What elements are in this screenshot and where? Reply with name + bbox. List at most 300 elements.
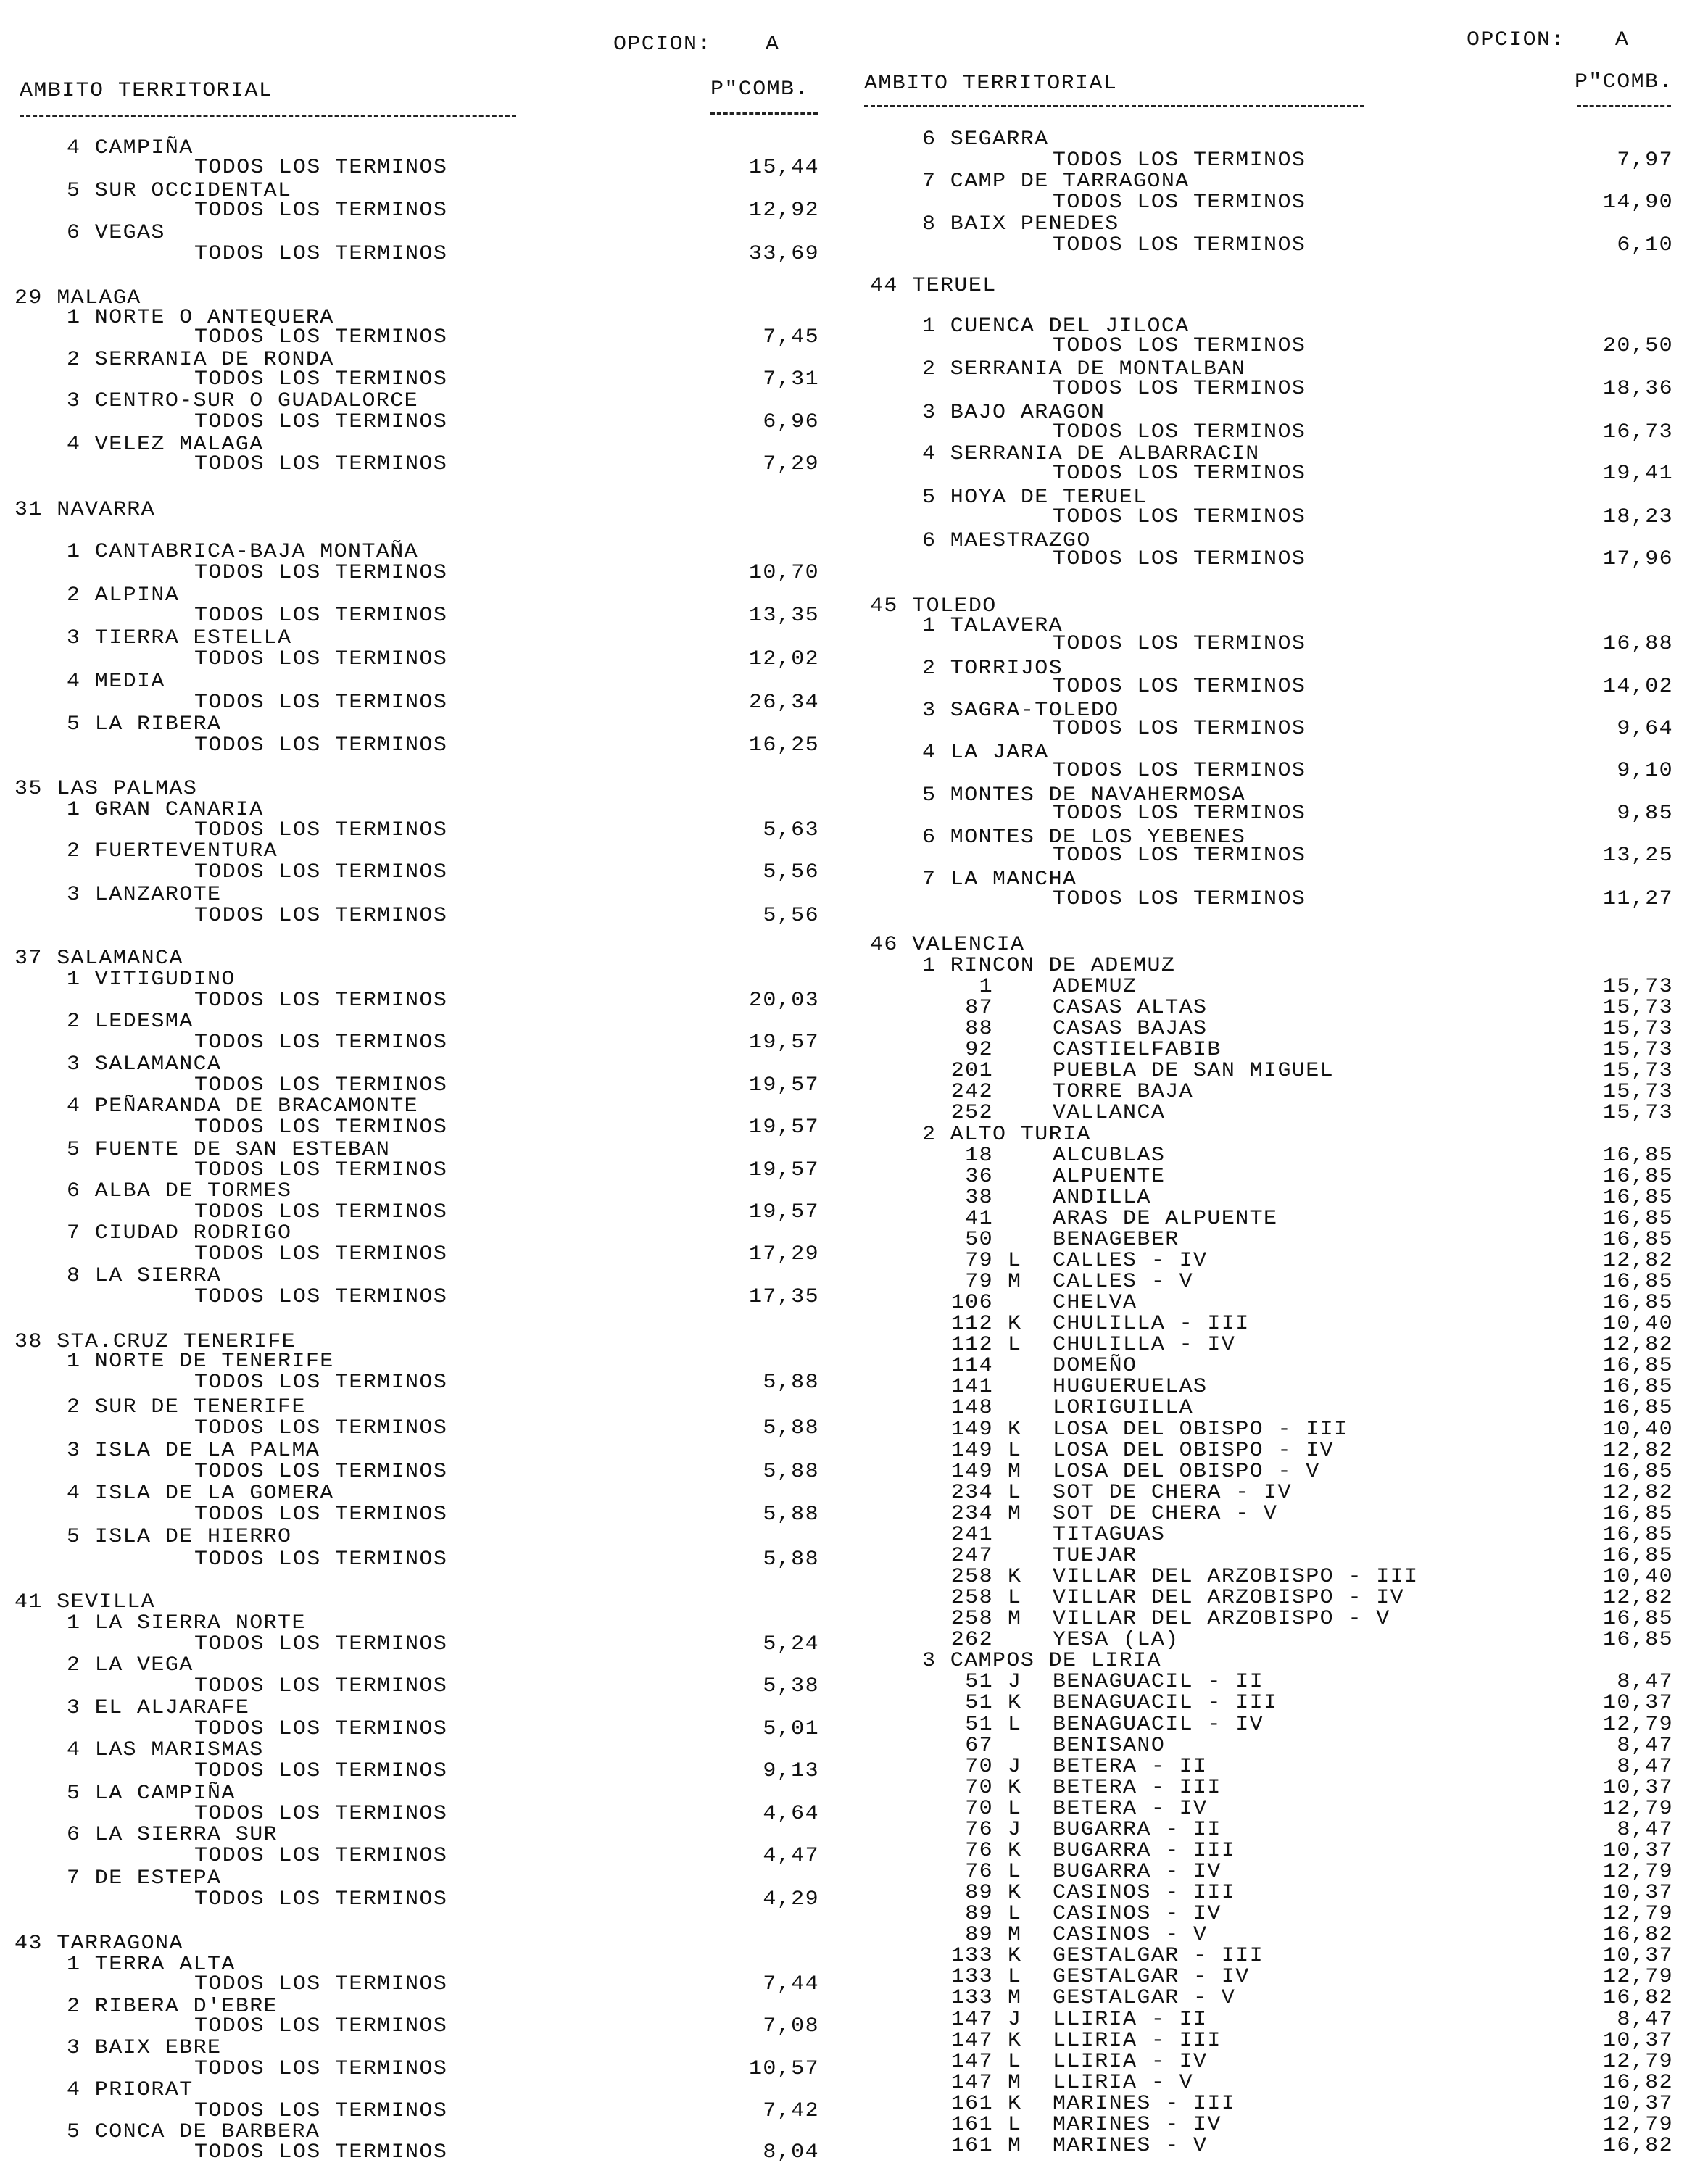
prima-value: 5,56 [763,904,819,928]
prima-value: 16,85 [1602,1207,1673,1231]
termino-name: CHULILLA - IV [1053,1334,1236,1357]
all-terms-label: TODOS LOS TERMINOS [194,1286,448,1309]
termino-code: 112 [950,1334,993,1357]
prima-value: 7,31 [763,368,819,391]
comarca-name: 8 LA SIERRA [67,1265,222,1288]
termino-name: CHELVA [1053,1292,1137,1315]
prima-value: 12,92 [748,199,819,223]
termino-name: PUEBLA DE SAN MIGUEL [1053,1060,1335,1083]
prima-value: 20,03 [748,989,819,1013]
termino-code: 92 [965,1039,993,1062]
comarca-name: 5 HOYA DE TERUEL [922,486,1148,510]
termino-name: CASAS BAJAS [1053,1018,1208,1041]
all-terms-label: TODOS LOS TERMINOS [1053,462,1306,486]
termino-name: TITAGUAS [1053,1524,1166,1547]
termino-code: 89 [965,1924,993,1947]
option-label-right: OPCION: [1467,29,1565,52]
termino-code: 149 [950,1439,993,1463]
termino-code: 161 [950,2092,993,2116]
termino-code: 51 [965,1671,993,1694]
all-terms-label: TODOS LOS TERMINOS [194,605,448,628]
termino-code: 262 [950,1629,993,1652]
comarca-name: 4 LAS MARISMAS [67,1739,264,1762]
termino-zone-letter: M [1008,1460,1022,1484]
prima-value: 10,40 [1602,1566,1673,1589]
comarca-name: 5 SUR OCCIDENTAL [67,180,292,203]
prima-value: 16,82 [1602,1987,1673,2010]
termino-name: BENAGUACIL - II [1053,1671,1264,1694]
termino-name: SOT DE CHERA - V [1053,1502,1278,1526]
termino-code: 247 [950,1545,993,1568]
termino-zone-letter: L [1008,1966,1022,1989]
prima-value: 9,64 [1617,718,1673,741]
termino-name: CALLES - IV [1053,1250,1208,1273]
prima-value: 16,82 [1602,2135,1673,2158]
termino-code: 88 [965,1018,993,1041]
comarca-name: 3 TIERRA ESTELLA [67,627,292,650]
prima-value: 10,70 [748,562,819,585]
option-value-right: A [1615,29,1630,52]
header-divider-left [20,115,516,117]
prima-value: 19,41 [1602,462,1673,486]
all-terms-label: TODOS LOS TERMINOS [194,1074,448,1097]
province-heading: 41 SEVILLA [14,1591,156,1614]
comarca-name: 3 SAGRA-TOLEDO [922,699,1119,723]
prima-value: 8,47 [1617,1734,1673,1758]
prima-value: 15,73 [1602,1060,1673,1083]
comarca-name: 6 ALBA DE TORMES [67,1180,292,1203]
termino-name: ANDILLA [1053,1186,1151,1210]
prima-value: 18,23 [1602,506,1673,529]
prima-value: 19,57 [748,1116,819,1139]
prima-value: 8,47 [1617,2008,1673,2031]
termino-name: ARAS DE ALPUENTE [1053,1207,1278,1231]
all-terms-label: TODOS LOS TERMINOS [194,1201,448,1224]
prima-value: 5,88 [763,1503,819,1527]
prima-value: 18,36 [1602,378,1673,401]
termino-name: BENISANO [1053,1734,1166,1758]
all-terms-label: TODOS LOS TERMINOS [194,1116,448,1139]
all-terms-label: TODOS LOS TERMINOS [194,2099,448,2123]
all-terms-label: TODOS LOS TERMINOS [1053,234,1306,257]
termino-code: 38 [965,1186,993,1210]
comarca-name: 1 VITIGUDINO [67,968,236,992]
termino-name: CASINOS - III [1053,1882,1236,1905]
prima-value: 10,37 [1602,1692,1673,1715]
all-terms-label: TODOS LOS TERMINOS [194,1548,448,1571]
termino-name: CHULILLA - III [1053,1313,1250,1336]
prima-value: 12,79 [1602,2050,1673,2074]
prima-value: 4,47 [763,1845,819,1868]
termino-zone-letter: L [1008,1587,1022,1610]
termino-code: 114 [950,1355,993,1378]
prima-value: 16,85 [1602,1271,1673,1294]
prima-value: 16,85 [1602,1608,1673,1631]
prima-value: 20,50 [1602,334,1673,358]
comarca-name: 3 CENTRO-SUR O GUADALORCE [67,390,419,413]
prima-value: 12,82 [1602,1439,1673,1463]
termino-code: 89 [965,1903,993,1926]
comarca-name: 2 FUERTEVENTURA [67,840,278,863]
all-terms-label: TODOS LOS TERMINOS [1053,844,1306,868]
comarca-name: 4 CAMPIÑA [67,136,194,160]
all-terms-label: TODOS LOS TERMINOS [1053,633,1306,656]
prima-value: 16,85 [1602,1629,1673,1652]
all-terms-label: TODOS LOS TERMINOS [194,1159,448,1182]
comarca-name: 6 MAESTRAZGO [922,529,1091,553]
comarca-name: 2 SERRANIA DE MONTALBAN [922,358,1246,381]
termino-code: 76 [965,1861,993,1884]
prima-value: 9,10 [1617,759,1673,783]
comarca-name: 7 CAMP DE TARRAGONA [922,170,1190,194]
prima-value: 10,40 [1602,1418,1673,1441]
all-terms-label: TODOS LOS TERMINOS [194,562,448,585]
prima-value: 12,79 [1602,1861,1673,1884]
termino-code: 201 [950,1060,993,1083]
prima-value: 4,29 [763,1888,819,1911]
prima-value: 16,85 [1602,1397,1673,1420]
comarca-name: 6 MONTES DE LOS YEBENES [922,826,1246,850]
comarca-name: 5 LA CAMPIÑA [67,1782,236,1805]
termino-code: 161 [950,2114,993,2137]
prima-value: 7,08 [763,2014,819,2038]
termino-code: 50 [965,1229,993,1252]
prima-value: 5,88 [763,1548,819,1571]
termino-name: ALCUBLAS [1053,1144,1166,1168]
prima-value: 16,25 [748,734,819,757]
all-terms-label: TODOS LOS TERMINOS [194,2141,448,2164]
all-terms-label: TODOS LOS TERMINOS [194,989,448,1013]
prima-value: 12,82 [1602,1334,1673,1357]
prima-value: 10,37 [1602,2092,1673,2116]
prima-value: 14,02 [1602,676,1673,699]
termino-name: LOSA DEL OBISPO - V [1053,1460,1320,1484]
comarca-name: 1 RINCON DE ADEMUZ [922,955,1176,978]
prima-value: 7,97 [1617,149,1673,173]
termino-name: GESTALGAR - V [1053,1987,1236,2010]
termino-zone-letter: K [1008,1776,1022,1800]
termino-name: LORIGUILLA [1053,1397,1194,1420]
prima-value: 5,01 [763,1718,819,1741]
termino-zone-letter: K [1008,1566,1022,1589]
termino-code: 147 [950,2050,993,2074]
termino-code: 234 [950,1481,993,1505]
termino-code: 89 [965,1882,993,1905]
termino-name: LOSA DEL OBISPO - IV [1053,1439,1335,1463]
termino-code: 133 [950,1987,993,2010]
comarca-name: 7 DE ESTEPA [67,1867,222,1890]
comarca-name: 4 MEDIA [67,670,165,694]
all-terms-label: TODOS LOS TERMINOS [1053,718,1306,741]
termino-code: 258 [950,1608,993,1631]
prima-value: 15,44 [748,156,819,179]
prima-value: 10,37 [1602,2029,1673,2053]
termino-code: 161 [950,2135,993,2158]
termino-code: 36 [965,1165,993,1189]
prima-value: 16,85 [1602,1229,1673,1252]
comarca-name: 2 SUR DE TENERIFE [67,1396,306,1419]
termino-code: 234 [950,1502,993,1526]
comarca-name: 3 SALAMANCA [67,1053,222,1076]
termino-name: TUEJAR [1053,1545,1137,1568]
termino-name: BUGARRA - II [1053,1819,1222,1842]
termino-code: 242 [950,1081,993,1104]
termino-code: 133 [950,1966,993,1989]
termino-zone-letter: L [1008,1797,1022,1821]
comarca-name: 1 NORTE O ANTEQUERA [67,307,334,330]
prima-value: 10,37 [1602,1945,1673,1968]
province-heading: 45 TOLEDO [870,595,997,618]
comarca-name: 2 RIBERA D'EBRE [67,1995,278,2019]
prima-value: 12,79 [1602,1966,1673,1989]
termino-zone-letter: K [1008,1840,1022,1863]
termino-code: 141 [950,1376,993,1399]
termino-zone-letter: L [1008,2050,1022,2074]
termino-name: BENAGUACIL - III [1053,1692,1278,1715]
termino-name: LLIRIA - V [1053,2071,1194,2095]
termino-zone-letter: M [1008,2135,1022,2158]
prima-value: 17,35 [748,1286,819,1309]
prima-value: 16,73 [1602,420,1673,444]
termino-code: 147 [950,2071,993,2095]
termino-name: BETERA - III [1053,1776,1222,1800]
prima-value: 17,96 [1602,547,1673,571]
termino-zone-letter: J [1008,1755,1022,1779]
comarca-name: 7 LA MANCHA [922,868,1077,892]
prima-value: 5,38 [763,1674,819,1698]
termino-zone-letter: K [1008,2092,1022,2116]
termino-code: 147 [950,2008,993,2031]
prima-value: 12,82 [1602,1587,1673,1610]
termino-code: 70 [965,1776,993,1800]
termino-code: 147 [950,2029,993,2053]
prima-value: 16,88 [1602,633,1673,656]
comarca-name: 1 TERRA ALTA [67,1953,236,1977]
termino-zone-letter: K [1008,2029,1022,2053]
all-terms-label: TODOS LOS TERMINOS [194,1460,448,1483]
all-terms-label: TODOS LOS TERMINOS [1053,547,1306,571]
termino-name: YESA (LA) [1053,1629,1179,1652]
prima-value: 6,96 [763,411,819,434]
prima-value: 5,88 [763,1417,819,1440]
prima-value: 13,35 [748,605,819,628]
prima-value: 17,29 [748,1242,819,1266]
termino-name: VALLANCA [1053,1102,1166,1125]
prima-value: 12,79 [1602,1713,1673,1736]
col-header-prima-left: P"COMB. [710,78,809,101]
termino-code: 148 [950,1397,993,1420]
comarca-name: 4 VELEZ MALAGA [67,433,264,457]
all-terms-label: TODOS LOS TERMINOS [1053,378,1306,401]
termino-name: ALPUENTE [1053,1165,1166,1189]
all-terms-label: TODOS LOS TERMINOS [194,1633,448,1656]
prima-value: 12,79 [1602,2114,1673,2137]
prima-value: 19,57 [748,1201,819,1224]
prima-value: 15,73 [1602,1018,1673,1041]
comarca-name: 3 CAMPOS DE LIRIA [922,1650,1161,1673]
all-terms-label: TODOS LOS TERMINOS [194,1417,448,1440]
all-terms-label: TODOS LOS TERMINOS [1053,149,1306,173]
termino-code: 149 [950,1418,993,1441]
comarca-name: 4 ISLA DE LA GOMERA [67,1482,334,1506]
all-terms-label: TODOS LOS TERMINOS [194,1759,448,1783]
termino-zone-letter: M [1008,1502,1022,1526]
comarca-name: 6 SEGARRA [922,128,1049,151]
all-terms-label: TODOS LOS TERMINOS [194,156,448,179]
comarca-name: 4 LA JARA [922,741,1049,765]
termino-name: GESTALGAR - IV [1053,1966,1250,1989]
termino-name: CASINOS - V [1053,1924,1208,1947]
col-header-ambito-right: AMBITO TERRITORIAL [864,72,1118,96]
comarca-name: 4 PRIORAT [67,2079,194,2102]
termino-name: BENAGEBER [1053,1229,1179,1252]
termino-name: TORRE BAJA [1053,1081,1194,1104]
prima-value: 16,85 [1602,1376,1673,1399]
termino-code: 258 [950,1587,993,1610]
all-terms-label: TODOS LOS TERMINOS [194,2058,448,2081]
prima-value: 16,85 [1602,1355,1673,1378]
comarca-name: 1 TALAVERA [922,615,1063,638]
prima-value: 5,24 [763,1633,819,1656]
option-value-left: A [766,33,780,57]
prima-value: 5,63 [763,819,819,842]
termino-code: 41 [965,1207,993,1231]
province-heading: 43 TARRAGONA [14,1932,183,1956]
prima-value: 16,85 [1602,1545,1673,1568]
comarca-name: 6 VEGAS [67,222,165,245]
all-terms-label: TODOS LOS TERMINOS [1053,676,1306,699]
comarca-name: 5 FUENTE DE SAN ESTEBAN [67,1138,391,1162]
termino-zone-letter: L [1008,2114,1022,2137]
province-heading: 29 MALAGA [14,287,141,310]
all-terms-label: TODOS LOS TERMINOS [194,1242,448,1266]
all-terms-label: TODOS LOS TERMINOS [194,1718,448,1741]
termino-zone-letter: K [1008,1418,1022,1441]
termino-name: BUGARRA - IV [1053,1861,1222,1884]
comarca-name: 3 BAIX EBRE [67,2037,222,2060]
prima-value: 16,85 [1602,1186,1673,1210]
termino-code: 70 [965,1755,993,1779]
prima-value: 16,82 [1602,1924,1673,1947]
termino-code: 112 [950,1313,993,1336]
prima-value: 7,42 [763,2099,819,2123]
all-terms-label: TODOS LOS TERMINOS [194,242,448,266]
comarca-name: 4 PEÑARANDA DE BRACAMONTE [67,1095,419,1118]
header-divider-right [864,105,1364,107]
all-terms-label: TODOS LOS TERMINOS [194,368,448,391]
termino-code: 87 [965,997,993,1020]
prima-value: 5,88 [763,1460,819,1483]
termino-zone-letter: M [1008,1987,1022,2010]
termino-name: LOSA DEL OBISPO - III [1053,1418,1348,1441]
termino-name: CASINOS - IV [1053,1903,1222,1926]
prima-value: 19,57 [748,1031,819,1055]
termino-name: BETERA - IV [1053,1797,1208,1821]
comarca-name: 7 CIUDAD RODRIGO [67,1222,292,1245]
termino-zone-letter: K [1008,1945,1022,1968]
prima-value: 5,88 [763,1371,819,1394]
all-terms-label: TODOS LOS TERMINOS [194,1845,448,1868]
prima-value: 19,57 [748,1074,819,1097]
termino-name: LLIRIA - II [1053,2008,1208,2031]
prima-value: 4,64 [763,1803,819,1826]
prima-value: 9,85 [1617,802,1673,826]
termino-name: VILLAR DEL ARZOBISPO - IV [1053,1587,1405,1610]
comarca-name: 2 TORRIJOS [922,657,1063,681]
prima-value: 10,37 [1602,1840,1673,1863]
all-terms-label: TODOS LOS TERMINOS [194,453,448,476]
prima-value: 7,29 [763,453,819,476]
all-terms-label: TODOS LOS TERMINOS [194,1973,448,1996]
prima-value: 16,85 [1602,1292,1673,1315]
all-terms-label: TODOS LOS TERMINOS [194,1371,448,1394]
comarca-name: 2 LA VEGA [67,1653,194,1677]
all-terms-label: TODOS LOS TERMINOS [194,326,448,349]
termino-name: SOT DE CHERA - IV [1053,1481,1292,1505]
comarca-name: 2 ALPINA [67,584,180,607]
all-terms-label: TODOS LOS TERMINOS [1053,420,1306,444]
termino-zone-letter: J [1008,2008,1022,2031]
termino-code: 149 [950,1460,993,1484]
all-terms-label: TODOS LOS TERMINOS [194,904,448,928]
prima-value: 5,56 [763,861,819,884]
comarca-name: 5 ISLA DE HIERRO [67,1526,292,1549]
option-label-left: OPCION: [613,33,712,57]
prima-value: 16,85 [1602,1144,1673,1168]
prima-value: 16,85 [1602,1460,1673,1484]
termino-code: 51 [965,1713,993,1736]
termino-zone-letter: M [1008,1271,1022,1294]
termino-code: 258 [950,1566,993,1589]
prima-value: 26,34 [748,691,819,715]
all-terms-label: TODOS LOS TERMINOS [194,1031,448,1055]
termino-zone-letter: K [1008,1692,1022,1715]
all-terms-label: TODOS LOS TERMINOS [1053,191,1306,215]
all-terms-label: TODOS LOS TERMINOS [194,1888,448,1911]
termino-zone-letter: M [1008,1608,1022,1631]
prima-value: 12,82 [1602,1481,1673,1505]
termino-zone-letter: M [1008,1924,1022,1947]
termino-code: 1 [979,976,993,999]
termino-name: CALLES - V [1053,1271,1194,1294]
comarca-name: 5 LA RIBERA [67,713,222,736]
prima-value: 14,90 [1602,191,1673,215]
all-terms-label: TODOS LOS TERMINOS [194,2014,448,2038]
termino-name: HUGUERUELAS [1053,1376,1208,1399]
termino-zone-letter: L [1008,1713,1022,1736]
termino-code: 79 [965,1250,993,1273]
province-heading: 46 VALENCIA [870,934,1025,957]
prima-value: 10,37 [1602,1882,1673,1905]
all-terms-label: TODOS LOS TERMINOS [1053,334,1306,358]
all-terms-label: TODOS LOS TERMINOS [1053,887,1306,911]
header-divider-prima-right [1577,105,1671,107]
comarca-name: 2 ALTO TURIA [922,1123,1091,1146]
termino-name: CASAS ALTAS [1053,997,1208,1020]
termino-name: MARINES - III [1053,2092,1236,2116]
prima-value: 15,73 [1602,1081,1673,1104]
province-heading: 38 STA.CRUZ TENERIFE [14,1330,297,1354]
termino-name: MARINES - IV [1053,2114,1222,2137]
prima-value: 13,25 [1602,844,1673,868]
all-terms-label: TODOS LOS TERMINOS [194,691,448,715]
termino-name: BETERA - II [1053,1755,1208,1779]
termino-code: 70 [965,1797,993,1821]
all-terms-label: TODOS LOS TERMINOS [194,1803,448,1826]
termino-name: LLIRIA - III [1053,2029,1222,2053]
prima-value: 19,57 [748,1159,819,1182]
prima-value: 10,57 [748,2058,819,2081]
